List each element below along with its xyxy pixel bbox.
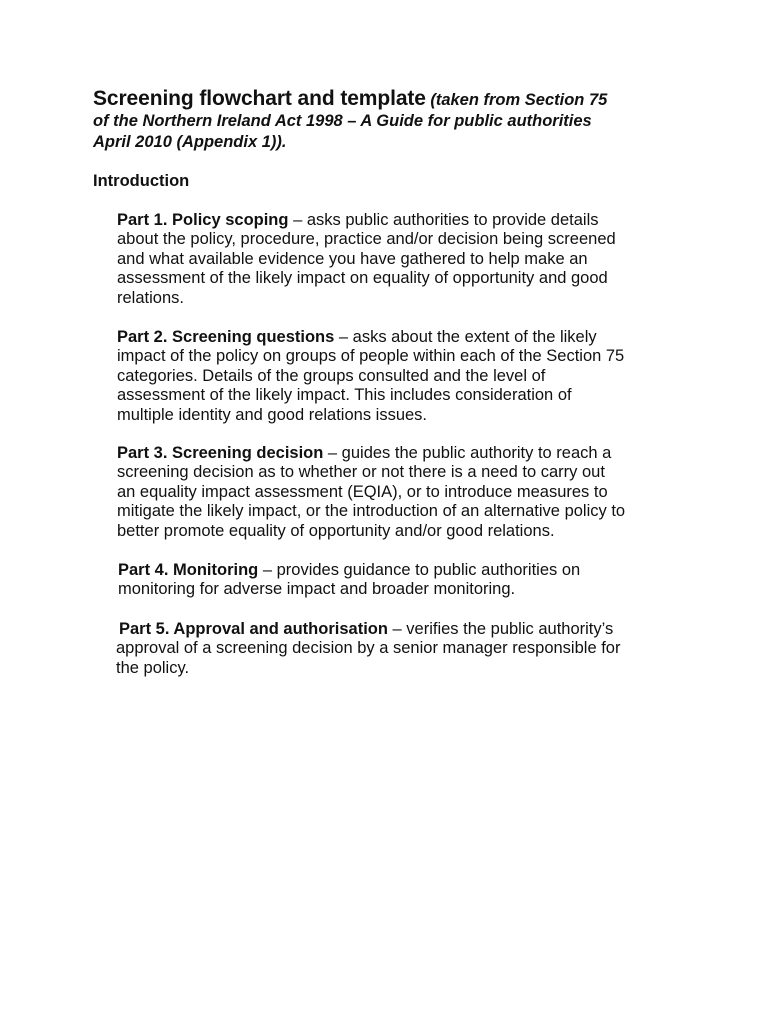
part-4-line-1: – provides guidance to public authorities on (258, 561, 581, 579)
part-2-line-4: assessment of the likely impact. This includes consideration of (117, 386, 572, 405)
introduction-heading: Introduction (93, 172, 190, 190)
part-1-line-2: about the policy, procedure, practice and/or decision being screened (117, 230, 616, 249)
part-3-line-1: – guides the public authority to reach a (323, 444, 612, 462)
part-5-paragraph (116, 620, 686, 678)
part-2-paragraph (117, 328, 687, 425)
part-3-line-4: mitigate the likely impact, or the introduction of an alternative policy to (117, 502, 626, 521)
title-subtitle-line-2: of the Northern Ireland Act 1998 – A Guide for public authorities (93, 112, 592, 130)
part-2-lead: Part 2. Screening questions (117, 328, 335, 346)
part-4-line-2: monitoring for adverse impact and broader monitoring. (118, 580, 516, 599)
part-3-line-2: screening decision as to whether or not there is a need to carry out (117, 463, 605, 482)
part-2-line-5: multiple identity and good relations issues. (117, 405, 428, 424)
part-5-lead: Part 5. Approval and authorisation (119, 620, 388, 638)
part-4-lead: Part 4. Monitoring (118, 561, 259, 579)
part-1-line-4: assessment of the likely impact on equality of opportunity and good (117, 269, 608, 288)
part-1-line-1: – asks public authorities to provide details (288, 211, 599, 229)
part-5-line-2: approval of a screening decision by a senior manager responsible for (116, 639, 621, 658)
title-subtitle-line-1: (taken from Section 75 (430, 91, 608, 109)
part-2-line-3: categories. Details of the groups consulted and the level of (117, 366, 546, 385)
document-title (93, 88, 693, 153)
part-2-line-1: – asks about the extent of the likely (334, 328, 597, 346)
title-main: Screening flowchart and template (93, 87, 426, 110)
part-3-lead: Part 3. Screening decision (117, 444, 324, 462)
part-3-line-3: an equality impact assessment (EQIA), or to introduce measures to (117, 482, 608, 501)
part-5-line-3: the policy. (116, 658, 190, 677)
part-1-line-3: and what available evidence you have gathered to help make an (117, 249, 588, 268)
part-2-line-2: impact of the policy on groups of people within each of the Section 75 (117, 347, 625, 366)
part-5-line-1: – verifies the public authority’s (387, 620, 614, 638)
title-subtitle-line-3: April 2010 (Appendix 1)). (93, 133, 287, 151)
part-1-line-5: relations. (117, 288, 184, 307)
part-3-paragraph (117, 444, 687, 541)
part-4-paragraph (118, 561, 688, 600)
part-3-line-5: better promote equality of opportunity and/or good relations. (117, 521, 555, 540)
part-1-lead: Part 1. Policy scoping (117, 211, 289, 229)
part-1-paragraph (117, 211, 687, 308)
